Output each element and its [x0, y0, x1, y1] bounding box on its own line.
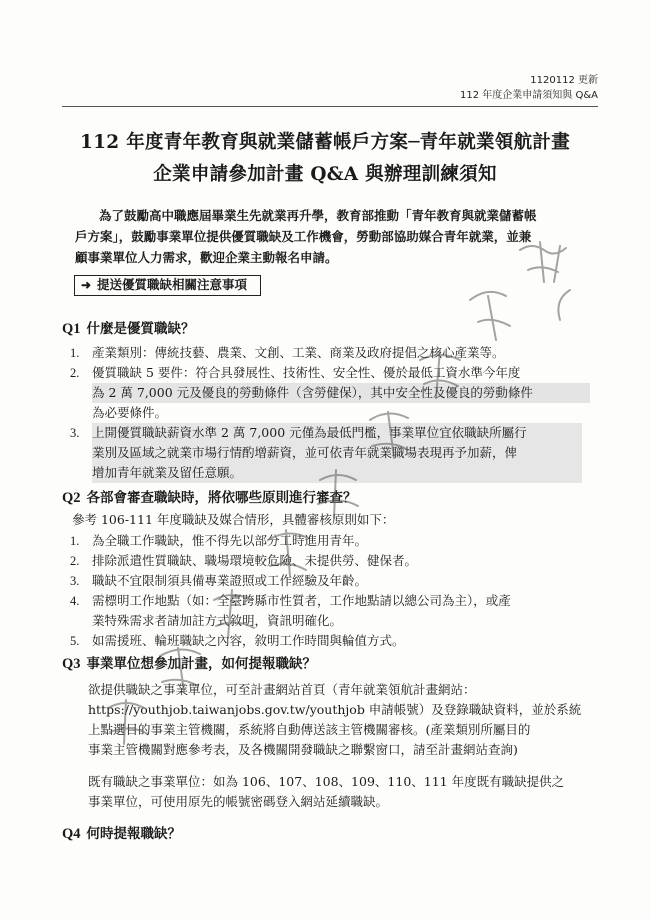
title-line-1: 112 年度青年教育與就業儲蓄帳戶方案─青年就業領航計畫	[79, 132, 571, 153]
list-item	[70, 343, 590, 363]
list-item-text: 排除派遣性質職缺、職場環境較危險、未提供勞、健保者。	[92, 553, 418, 568]
arrow-icon: ➜	[81, 278, 92, 292]
section-heading-label: 提送優質職缺相關注意事項	[97, 277, 248, 292]
question-text: 事業單位想參加計畫，如何提報職缺？	[86, 656, 317, 672]
section-heading-box	[74, 275, 261, 296]
paragraph-line: 既有職缺之事業單位：如為 106、107、108、109、110、111 年度既有職缺提供之	[88, 774, 565, 789]
list-item-text: 上開優質職缺薪資水準 2 萬 7,000 元僅為最低門檻，事業單位宜依職缺所屬行	[92, 425, 527, 440]
q3-paragraph-1	[88, 680, 600, 760]
list-item	[70, 571, 590, 591]
list-item-text: 業別及區域之就業市場行情酌增薪資，並可依青年就業職場表現再予加薪，俾	[92, 445, 518, 460]
list-item-text: 需標明工作地點（如：全臺跨縣市性質者，工作地點請以總公司為主），或產	[92, 593, 511, 608]
list-item-text: 為 2 萬 7,000 元及優良的勞動條件（含勞健保），其中安全性及優良的勞動條件	[92, 383, 590, 403]
update-date: 1120112 更新	[530, 75, 598, 86]
list-item	[70, 551, 590, 571]
list-item-text: 產業類別：傳統技藝、農業、文創、工業、商業及政府提倡之核心產業等。	[92, 345, 505, 360]
list-item-text: 如需援班、輪班職缺之內容，敘明工作時間與輪值方式。	[92, 633, 405, 648]
paragraph-line: 上點選目的事業主管機關，系統將自動傳送該主管機關審核。(產業類別所屬目的	[88, 722, 531, 737]
list-number: 1.	[70, 346, 80, 360]
header-rule	[62, 106, 598, 107]
question-q1	[62, 317, 195, 338]
paragraph-line: 事業單位，可使用原先的帳號密碼登入網站延續職缺。	[88, 794, 389, 809]
q2-lead-text: 參考 106-111 年度職缺及媒合情形，具體審核原則如下：	[72, 512, 395, 527]
stamp-stroke	[470, 292, 510, 340]
question-number: Q3	[62, 656, 81, 672]
list-item-text: 為必要條件。	[92, 405, 168, 420]
intro-line: 顧事業單位人力需求，歡迎企業主動報名申請。	[75, 250, 338, 265]
list-number: 2.	[70, 554, 80, 568]
question-number: Q2	[62, 490, 81, 506]
paragraph-line: 事業主管機關對應參考表，及各機關開發職缺之聯繫窗口，請至計畫網站查詢)	[88, 742, 518, 757]
intro-line: 為了鼓勵高中職應屆畢業生先就業再升學，教育部推動「青年教育與就業儲蓄帳	[99, 208, 537, 223]
list-item	[70, 531, 590, 551]
list-item	[70, 363, 590, 423]
intro-paragraph	[75, 205, 579, 268]
list-item-text: 增加青年就業及留任意願。	[92, 465, 243, 480]
q2-lead	[72, 510, 584, 530]
list-number: 1.	[70, 534, 80, 548]
question-q4	[62, 822, 181, 843]
paragraph-line: 欲提供職缺之事業單位，可至計畫網站首頁（青年就業領航計畫網站：	[88, 682, 476, 697]
title-line-2: 企業申請參加計畫 Q&A 與辦理訓練須知	[153, 164, 497, 185]
question-text: 什麼是優質職缺？	[86, 321, 195, 337]
list-number: 3.	[70, 574, 80, 588]
list-number: 4.	[70, 594, 80, 608]
list-item-text: 業特殊需求者請加註方式敘明，資訊明確化。	[92, 613, 343, 628]
question-text: 各部會審查職缺時，將依哪些原則進行審查？	[86, 490, 357, 506]
list-number: 3.	[70, 426, 80, 440]
list-number: 5.	[70, 634, 80, 648]
paragraph-line: https://youthjob.taiwanjobs.gov.tw/youthjob 申請帳號）及登錄職缺資料，並於系統	[88, 702, 582, 717]
list-item-text: 職缺不宜限制須具備專業證照或工作經驗及年齡。	[92, 573, 368, 588]
list-item-text: 為全職工作職缺，惟不得先以部分工時進用青年。	[92, 533, 368, 548]
list-item	[70, 591, 590, 631]
q3-paragraph-2	[88, 772, 600, 812]
list-number: 2.	[70, 366, 80, 380]
stamp-stroke	[558, 290, 570, 320]
question-text: 何時提報職缺？	[86, 826, 182, 842]
q1-answer-list	[70, 343, 590, 483]
list-item	[70, 423, 590, 483]
q2-answer-list	[70, 531, 590, 651]
question-q3	[62, 652, 316, 673]
running-header: 112 年度企業申請須知與 Q&A	[460, 90, 598, 101]
intro-line: 戶方案」，鼓勵事業單位提供優質職缺及工作機會，勞動部協助媒合青年就業，並兼	[75, 229, 532, 244]
question-number: Q1	[62, 321, 81, 337]
list-item-text: 優質職缺 5 要件：符合具發展性、技術性、安全性、優於最低工資水準今年度	[92, 365, 521, 380]
question-q2	[62, 486, 357, 507]
list-item	[70, 631, 590, 651]
question-number: Q4	[62, 826, 81, 842]
